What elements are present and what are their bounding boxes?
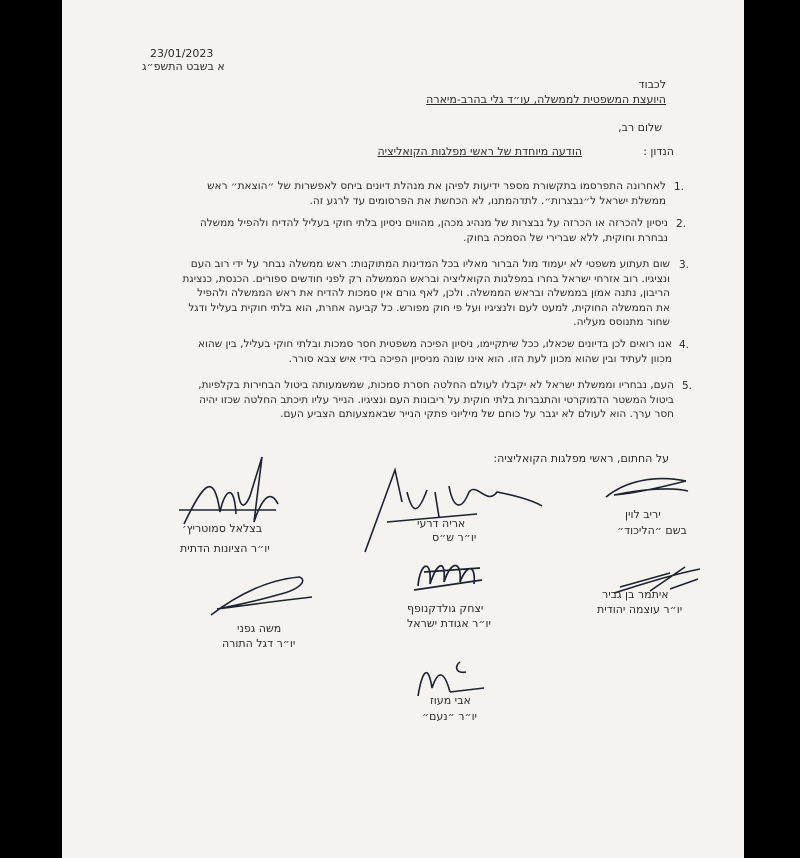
paragraph-line: שום תעתוע משפטי לא יעמוד מול הברור מאליו בכל המדינות המתוקנות: ראש ממשלה נבחר על ידי רוב העם [190, 258, 670, 270]
paragraph-number: 4. [678, 339, 689, 351]
paragraph-line: ממשלת ישראל ל״נבצרות״. לתדהמתנו, לא הכחשת את הפרסומים עד לרגע זה. [309, 194, 666, 207]
letter [62, 0, 744, 858]
signature-smotrich [174, 452, 284, 532]
paragraph-number: 2. [675, 218, 686, 230]
greeting: שלום רב, [618, 121, 662, 134]
signatory-name: איתמר בן גביר [602, 588, 669, 601]
paragraph-line: ונציגיו. רוב אזרחי ישראל בחרו במפלגות הקואליציה ובראש הממשלה רק לפני חודשים ספורים. הכנסת, כנציגת [182, 272, 670, 285]
paragraph-4 [82, 337, 672, 366]
recipient-line-1: לכבוד [638, 78, 666, 91]
signatory-name: אריה דרעי [417, 517, 466, 530]
signatory-role: יו״ר דגל התורה [222, 637, 296, 650]
signatory-name: יצחק גולדקנופף [407, 602, 484, 615]
paragraph-line: העם, נבחריו וממשלת ישראל לא יקבלו לעולם החלטה חסרת סמכות, שמשמעותה ביטול הבחירות בקלפיות, [198, 379, 674, 391]
paragraph-3 [90, 257, 670, 330]
signatory-role: יו״ר אגודת ישראל [407, 617, 491, 630]
signatory-name: יריב לוין [625, 508, 661, 521]
document-page [62, 0, 744, 858]
paragraph-number: 5. [681, 380, 692, 392]
letter-date: 23/01/2023 [150, 47, 214, 60]
hebrew-date: א בשבט התשפ״ג [142, 60, 225, 73]
closing-line: על החתום, ראשי מפלגות הקואליציה: [493, 452, 669, 465]
paragraph-line: נבחרת וחוקית, ללא שברירי של הסמכה בחוק. [463, 231, 668, 244]
paragraph-line: ביטול המשטר הדמוקרטי והתגברות בלתי חוקית על ריבונות העם ונציגיו. הנייר עליו תיכתב החלטה שכזו יהיה [199, 393, 674, 406]
paragraph-line: את הממשלה החוקית, למעט לעם ולנציגיו ועל פי חוק מפורש. כל קביעה אחרת, הוא בלתי חוקית בעליל ודגל [188, 301, 670, 314]
signatory-name: בצלאל סמוטריץ׳ [182, 522, 263, 535]
subject: הודעה מיוחדת של ראשי מפלגות הקואליציה [377, 145, 582, 158]
paragraph-line: ניסיון להכרזה או הכרזה על נבצרות של מנהיג מכהן, מהווים ניסיון בלתי חוקי בעליל להדיח ולהפיל ממשלה [199, 217, 668, 229]
paragraph-line: אנו רואים לכן בדיונים שכאלו, ככל שיתקיימו, ניסיון הפיכה משפטית חסר סמכות ובלתי חוקי בעליל, בין שהוא [198, 338, 672, 350]
signatory-role: בשם ״הליכוד״ [617, 524, 687, 537]
paragraph-line: חסר ערך. הוא לעולם לא יגבר על כוחם של מיליוני פתקי הנייר שבאמצעותם הצביע העם. [280, 408, 674, 420]
paragraph-line: לאחרונה התפרסמו בתקשורת מספר ידיעות לפיהן את מנהלת דיונים ביחס לאפשרות של ״הוצאת״ ראש [207, 180, 666, 192]
paragraph-5 [79, 378, 674, 422]
signature-gafni [207, 575, 317, 620]
paragraph-2 [98, 216, 668, 245]
signatory-role: יו״ר ש״ס [432, 531, 477, 544]
signatory-name: אבי מעוז [430, 694, 471, 707]
paragraph-1 [106, 179, 666, 208]
signatory-role: יו״ר הציונות הדתית [180, 542, 270, 555]
signatory-role: יו״ר ״נעם״ [422, 710, 478, 723]
paragraph-line: מכוון לעתיד ובין שהוא מכוון לעת הזו. הוא אינו שונה מניסיון הפיכה בידי איש צבא סורר. [288, 352, 672, 365]
signature-levin [602, 475, 692, 505]
signatory-role: יו״ר עוצמה יהודית [597, 603, 683, 616]
paragraph-line: הריבון, נתנה אמון בממשלה ובראש הממשלה. ולכן, לאף גורם אין סמכות להדיח את ראש הממשלה ולהפיל [197, 287, 670, 299]
recipient-line-2: היועצת המשפטית לממשלה, עו״ד גלי בהרב-מיארה [426, 93, 666, 106]
paragraph-number: 1. [673, 181, 684, 193]
subject-label: הנדון : [643, 145, 674, 158]
paragraph-number: 3. [678, 259, 689, 271]
signature-goldknopf [410, 552, 490, 597]
paragraph-line: שחור מתנוסס מעליה. [573, 316, 670, 328]
signatory-name: משה גפני [237, 622, 282, 635]
